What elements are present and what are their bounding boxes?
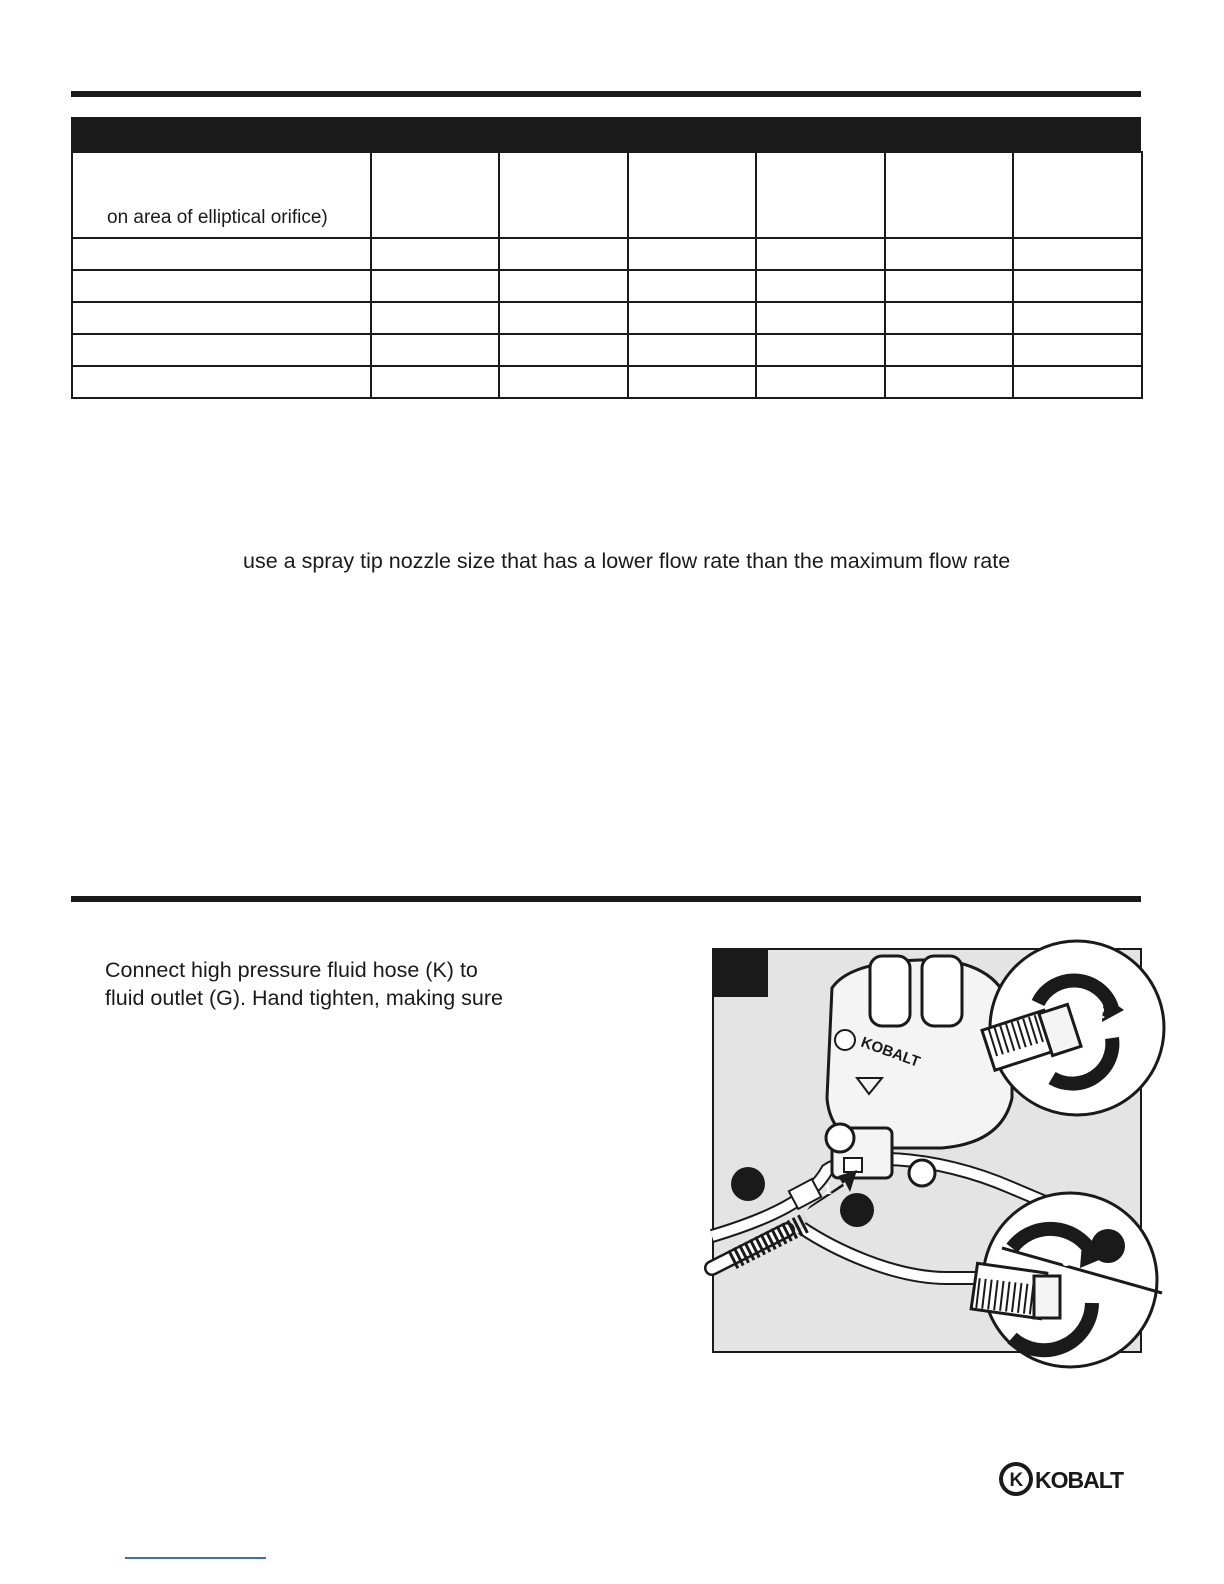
table-cell [1013,302,1142,334]
section-rule-assembly [71,896,1141,902]
table-cell [628,270,756,302]
table-cell [371,238,499,270]
table-cell [371,302,499,334]
table-cell [499,366,628,398]
table-cell [628,302,756,334]
table-cell [885,334,1013,366]
table-cell [756,302,885,334]
callout-1: 1 [824,1181,832,1197]
table-cell [756,334,885,366]
table-cell [72,238,371,270]
figure-number-tab [713,949,768,997]
header-cell-orifice [72,152,371,238]
header-cell [885,152,1013,238]
hose-reference-dot [731,1167,765,1201]
table-cell [499,302,628,334]
table-cell [72,366,371,398]
table-cell [756,270,885,302]
table-cell [628,334,756,366]
table-cell [72,334,371,366]
fitting-reference-dot [1091,1229,1125,1263]
assembly-step-line-2: fluid outlet (G). Hand tighten, making sure [105,986,503,1010]
table-row [72,366,1142,398]
table-row [72,238,1142,270]
assembly-step-line-1: Connect high pressure fluid hose (K) to [105,958,478,982]
table-row [72,270,1142,302]
table-cell [1013,238,1142,270]
spray-tip-table [71,117,1141,399]
table-cell [499,238,628,270]
product-label: KOBALT [858,1033,923,1071]
table-cell [628,238,756,270]
spray-tip-grid [71,151,1143,399]
header-orifice-text: on area of elliptical orifice) [107,207,328,228]
header-cell [499,152,628,238]
callout-2: 2 [1096,1005,1105,1022]
section-rule-top [71,91,1141,97]
fluid-outlet [844,1158,862,1172]
kobalt-emblem-icon [835,1030,855,1050]
header-cell [628,152,756,238]
callout-3: 3 [1062,1253,1071,1270]
table-cell [628,366,756,398]
header-cell [371,152,499,238]
table-cell [499,334,628,366]
table-row [72,334,1142,366]
outlet-reference-dot [840,1193,874,1227]
table-cell [72,270,371,302]
table-cell [885,238,1013,270]
hose-connection-figure [712,948,1142,1353]
flow-rate-notice: use a spray tip nozzle size that has a lower flow rate than the maximum flow rate [243,549,1011,573]
brand-wordmark: KOBALT [1035,1467,1124,1493]
table-row [72,302,1142,334]
svg-text:K: K [1009,1470,1024,1491]
table-cell [499,270,628,302]
table-cell [72,302,371,334]
kobalt-logo [997,1459,1143,1499]
table-cell [1013,366,1142,398]
table-cell [371,334,499,366]
table-cell [1013,334,1142,366]
table-cell [885,302,1013,334]
table-cell [756,366,885,398]
header-cell [756,152,885,238]
sprayer-handle [870,956,910,1026]
table-cell [1013,270,1142,302]
table-header-row [72,152,1142,238]
header-cell [1013,152,1142,238]
table-cell [371,270,499,302]
table-title-bar [71,117,1141,151]
table-cell [885,366,1013,398]
footer-link-underline[interactable] [125,1557,266,1559]
table-cell [885,270,1013,302]
table-cell [371,366,499,398]
table-cell [756,238,885,270]
